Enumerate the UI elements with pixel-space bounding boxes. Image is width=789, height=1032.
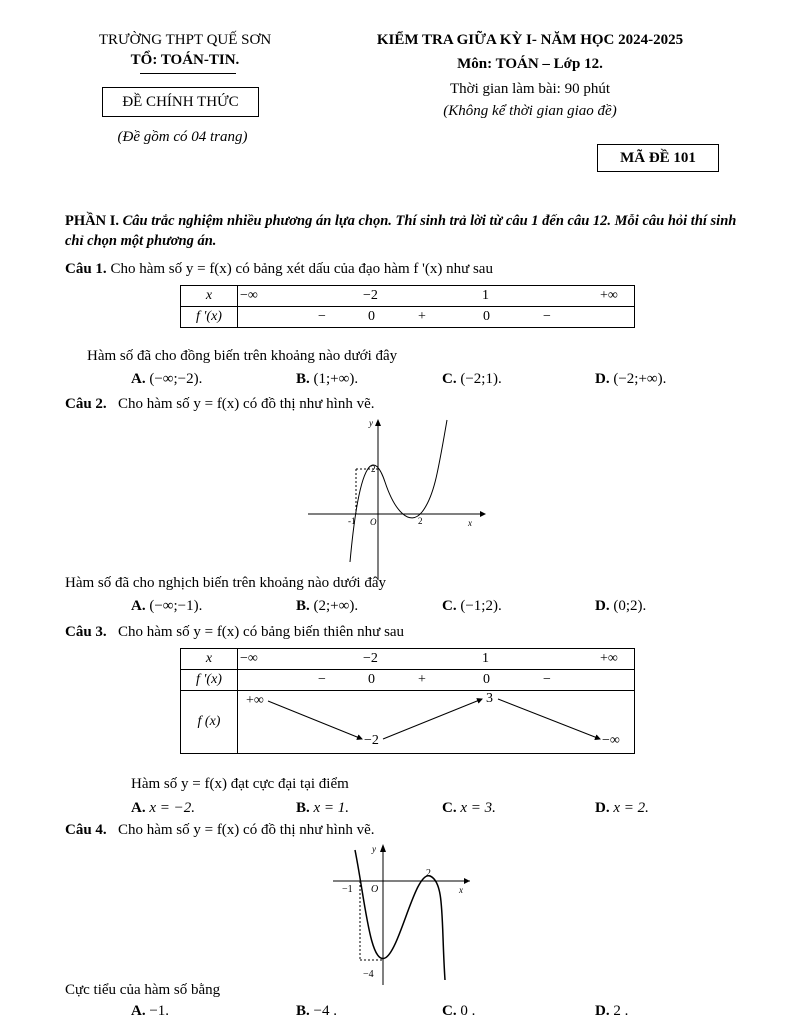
q3-option-a-key: A. bbox=[131, 800, 146, 816]
q1-sign-2: + bbox=[418, 309, 426, 324]
q1-option-d[interactable] bbox=[595, 371, 666, 388]
q3-option-d-val: x = 2. bbox=[613, 800, 649, 816]
q2-prompt: Hàm số đã cho nghịch biến trên khoảng nào dưới đây bbox=[65, 575, 386, 591]
q1-x-neg-inf: −∞ bbox=[240, 288, 258, 303]
q2-tick-x2: 2 bbox=[418, 516, 423, 526]
q2-tick-xm1: -1 bbox=[348, 516, 356, 526]
q3-option-c-key: C. bbox=[442, 800, 457, 816]
q4-stem bbox=[65, 822, 375, 839]
q3-f-label: f (x) bbox=[181, 691, 238, 754]
q3-option-a[interactable] bbox=[131, 800, 195, 817]
q1-zero-1: 0 bbox=[368, 309, 375, 324]
department: TỔ: TOÁN-TIN. bbox=[130, 52, 240, 68]
q3-zero-2: 0 bbox=[483, 672, 490, 687]
q4-tick-x2: 2 bbox=[426, 868, 431, 879]
q1-stem bbox=[65, 261, 493, 278]
q1-option-d-key: D. bbox=[595, 371, 610, 387]
q4-option-b-val: −4 . bbox=[313, 1003, 337, 1019]
q3-f-pos-inf: +∞ bbox=[246, 693, 264, 708]
q3-f-min: −2 bbox=[364, 733, 379, 748]
q2-text: Cho hàm số y = f(x) có đồ thị như hình vẽ. bbox=[117, 396, 375, 412]
q4-x-arrow bbox=[464, 878, 470, 884]
time-note: (Không kể thời gian giao đề) bbox=[443, 103, 617, 119]
q4-y-arrow bbox=[380, 844, 386, 852]
q3-arrow-down-1 bbox=[268, 701, 362, 739]
official-label: ĐỀ CHÍNH THỨC bbox=[122, 94, 239, 110]
q2-option-a[interactable] bbox=[131, 598, 202, 615]
q2-option-a-key: A. bbox=[131, 598, 146, 614]
q3-option-d-key: D. bbox=[595, 800, 610, 816]
q4-x-label: x bbox=[459, 885, 463, 895]
q4-option-a-val: −1. bbox=[149, 1003, 170, 1019]
q3-fprime-label: f '(x) bbox=[181, 670, 238, 691]
q2-option-b-val: (2;+∞). bbox=[313, 598, 359, 614]
q3-option-b-key: B. bbox=[296, 800, 310, 816]
q1-option-c[interactable] bbox=[442, 371, 502, 388]
pages-note: (Đề gồm có 04 trang) bbox=[117, 129, 248, 145]
q3-arrow-up bbox=[383, 699, 482, 739]
q3-arrow-down-2 bbox=[498, 699, 600, 739]
q4-tick-ym4: −4 bbox=[363, 969, 374, 980]
q1-option-a-key: A. bbox=[131, 371, 146, 387]
q1-option-b-key: B. bbox=[296, 371, 310, 387]
q4-option-d-key: D. bbox=[595, 1003, 610, 1019]
q1-option-b-val: (1;+∞). bbox=[313, 371, 359, 387]
q4-option-d[interactable] bbox=[595, 1003, 628, 1020]
q3-label: Câu 3. bbox=[65, 624, 107, 640]
q1-option-a[interactable] bbox=[131, 371, 202, 388]
q2-option-b[interactable] bbox=[296, 598, 358, 615]
q1-option-c-key: C. bbox=[442, 371, 457, 387]
q2-option-d-key: D. bbox=[595, 598, 610, 614]
q2-graph bbox=[300, 412, 490, 582]
q2-y-label: y bbox=[369, 418, 373, 428]
q3-x-label: x bbox=[181, 649, 238, 670]
q3-option-c-val: x = 3. bbox=[460, 800, 496, 816]
exam-code: MÃ ĐỀ 101 bbox=[620, 150, 696, 166]
q3-option-c[interactable] bbox=[442, 800, 496, 817]
q1-sign-table bbox=[180, 285, 635, 328]
q3-f-neg-inf: −∞ bbox=[602, 733, 620, 748]
q3-text: Cho hàm số y = f(x) có bảng biến thiên như sau bbox=[117, 624, 405, 640]
q1-label: Câu 1. bbox=[65, 261, 107, 277]
q4-option-a-key: A. bbox=[131, 1003, 146, 1019]
q3-x-pos-inf: +∞ bbox=[600, 651, 618, 666]
q4-prompt: Cực tiểu của hàm số bằng bbox=[65, 982, 221, 998]
q3-arrows bbox=[238, 691, 636, 753]
q2-option-c[interactable] bbox=[442, 598, 502, 615]
q3-option-a-val: x = −2. bbox=[149, 800, 195, 816]
q3-option-d[interactable] bbox=[595, 800, 649, 817]
q4-option-a[interactable] bbox=[131, 1003, 169, 1020]
school-name: TRƯỜNG THPT QUẾ SƠN bbox=[98, 32, 272, 48]
official-box bbox=[102, 87, 259, 117]
q3-prompt: Hàm số y = f(x) đạt cực đại tại điểm bbox=[131, 776, 349, 792]
q4-label: Câu 4. bbox=[65, 822, 107, 838]
q2-label: Câu 2. bbox=[65, 396, 107, 412]
q1-zero-2: 0 bbox=[483, 309, 490, 324]
q1-x-m2: −2 bbox=[363, 288, 378, 303]
q3-x-1: 1 bbox=[482, 651, 489, 666]
q1-prompt: Hàm số đã cho đồng biến trên khoảng nào dưới đây bbox=[87, 348, 398, 364]
q2-x-label: x bbox=[468, 518, 472, 528]
q3-x-m2: −2 bbox=[363, 651, 378, 666]
q1-x-label: x bbox=[181, 286, 238, 307]
q1-option-c-val: (−2;1). bbox=[460, 371, 502, 387]
header-underline bbox=[140, 73, 236, 74]
q1-text: Cho hàm số y = f(x) có bảng xét dấu của đạo hàm f '(x) như sau bbox=[110, 261, 493, 277]
q1-x-1: 1 bbox=[482, 288, 489, 303]
q4-option-c[interactable] bbox=[442, 1003, 475, 1020]
q4-y-label: y bbox=[372, 844, 376, 854]
q2-origin: O bbox=[370, 517, 377, 527]
q4-tick-xm1: −1 bbox=[342, 884, 353, 895]
q2-y-arrow bbox=[375, 419, 381, 426]
q4-option-c-val: 0 . bbox=[460, 1003, 476, 1019]
q3-sign-1: − bbox=[318, 672, 326, 687]
exam-code-box bbox=[597, 144, 719, 172]
q2-option-c-val: (−1;2). bbox=[460, 598, 502, 614]
q3-variation-table bbox=[180, 648, 635, 754]
q4-graph bbox=[325, 840, 475, 990]
q2-tick-y2: 2 bbox=[371, 464, 376, 474]
q3-x-neg-inf: −∞ bbox=[240, 651, 258, 666]
exam-time: Thời gian làm bài: 90 phút bbox=[450, 81, 610, 97]
q2-option-c-key: C. bbox=[442, 598, 457, 614]
q1-sign-3: − bbox=[543, 309, 551, 324]
q2-curve bbox=[350, 420, 447, 562]
q4-option-b[interactable] bbox=[296, 1003, 337, 1020]
q3-sign-2: + bbox=[418, 672, 426, 687]
part1-instruction bbox=[65, 211, 755, 251]
q2-option-b-key: B. bbox=[296, 598, 310, 614]
q3-option-b-val: x = 1. bbox=[313, 800, 350, 816]
q4-option-c-key: C. bbox=[442, 1003, 457, 1019]
q3-option-b[interactable] bbox=[296, 800, 349, 817]
q4-option-b-key: B. bbox=[296, 1003, 310, 1019]
q1-x-pos-inf: +∞ bbox=[600, 288, 618, 303]
q1-option-d-val: (−2;+∞). bbox=[613, 371, 667, 387]
exam-title: KIỂM TRA GIỮA KỲ I- NĂM HỌC 2024-2025 bbox=[376, 32, 684, 48]
q3-sign-3: − bbox=[543, 672, 551, 687]
q4-origin: O bbox=[371, 884, 379, 895]
q2-option-d-val: (0;2). bbox=[613, 598, 647, 614]
q2-x-arrow bbox=[480, 511, 486, 517]
q3-f-max: 3 bbox=[486, 691, 493, 706]
q1-sign-1: − bbox=[318, 309, 326, 324]
q2-option-d[interactable] bbox=[595, 598, 646, 615]
q2-option-a-val: (−∞;−1). bbox=[149, 598, 203, 614]
q1-fprime-label: f '(x) bbox=[181, 307, 238, 328]
q3-stem bbox=[65, 624, 404, 641]
q3-zero-1: 0 bbox=[368, 672, 375, 687]
q1-option-a-val: (−∞;−2). bbox=[149, 371, 203, 387]
part1-text: Câu trắc nghiệm nhiều phương án lựa chọn. Thí sinh trả lời từ câu 1 đến câu 12. Mỗi câu hỏi thí sinh chỉ chọn một phương án. bbox=[65, 213, 737, 249]
part1-title: PHẦN I. bbox=[65, 213, 119, 229]
subject: Môn: TOÁN – Lớp 12. bbox=[457, 56, 603, 72]
q4-text: Cho hàm số y = f(x) có đồ thị như hình vẽ. bbox=[117, 822, 375, 838]
q1-option-b[interactable] bbox=[296, 371, 358, 388]
q4-option-d-val: 2 . bbox=[613, 1003, 629, 1019]
q2-stem bbox=[65, 396, 375, 413]
